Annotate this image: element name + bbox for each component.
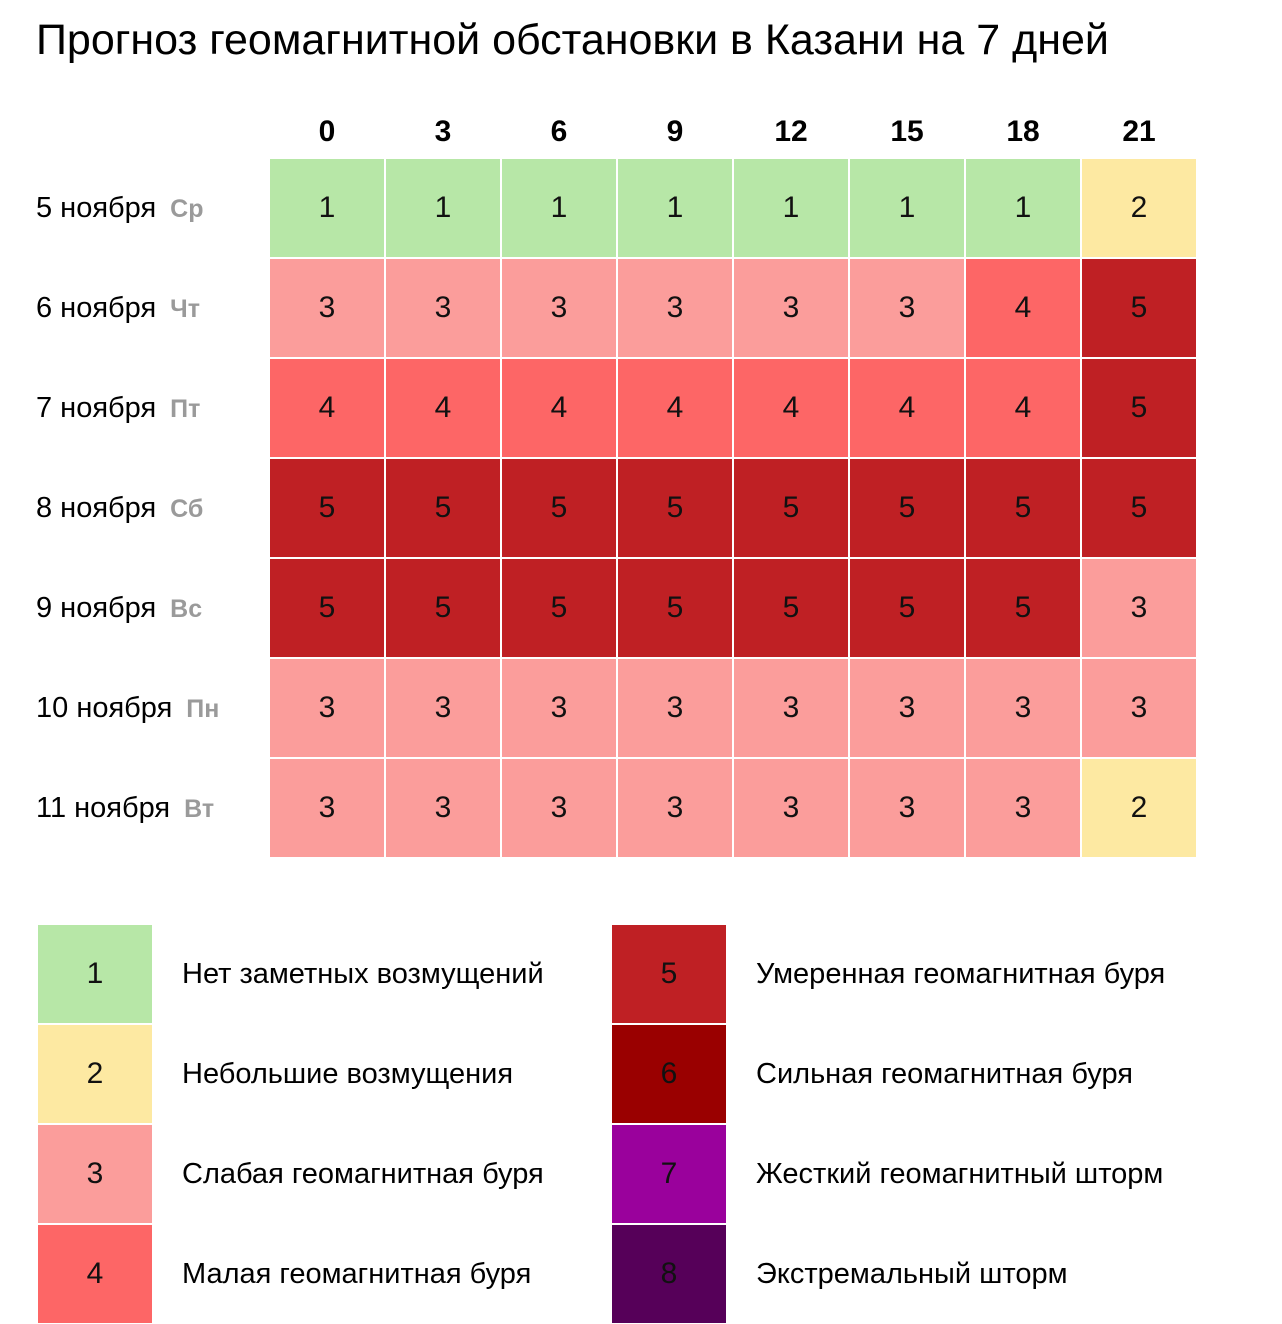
- heatmap-cell: 3: [850, 659, 964, 757]
- legend-label-5: Умеренная геомагнитная буря: [756, 958, 1166, 990]
- row-label: [36, 658, 219, 758]
- heatmap-cell: 5: [1082, 259, 1196, 357]
- heatmap-cell: 3: [502, 259, 616, 357]
- row-date: 9 ноября: [36, 592, 157, 624]
- heatmap-cell: 5: [1082, 359, 1196, 457]
- heatmap-cell: 1: [502, 159, 616, 257]
- row-weekday: Вт: [184, 795, 215, 823]
- heatmap-cell: 1: [966, 159, 1080, 257]
- legend-label-4: Малая геомагнитная буря: [182, 1258, 532, 1290]
- heatmap-cell: 3: [386, 259, 500, 357]
- heatmap-cell: 5: [386, 559, 500, 657]
- legend-label-3: Слабая геомагнитная буря: [182, 1158, 544, 1190]
- legend-swatch-5: 5: [612, 925, 726, 1023]
- heatmap-cell: 3: [502, 659, 616, 757]
- heatmap-cell: 5: [502, 559, 616, 657]
- row-weekday: Сб: [170, 495, 204, 523]
- row-weekday: Чт: [170, 295, 200, 323]
- heatmap-cell: 4: [270, 359, 384, 457]
- heatmap-cell: 3: [618, 259, 732, 357]
- heatmap-cell: 4: [734, 359, 848, 457]
- legend-swatch-6: 6: [612, 1025, 726, 1123]
- heatmap-cell: 1: [618, 159, 732, 257]
- legend-swatch-1: 1: [38, 925, 152, 1023]
- hour-label-12: 12: [774, 115, 808, 148]
- heatmap-cell: 2: [1082, 759, 1196, 857]
- heatmap-cell: 3: [386, 759, 500, 857]
- legend-swatch-3: 3: [38, 1125, 152, 1223]
- hour-label-3: 3: [434, 115, 452, 148]
- heatmap-cell: 1: [270, 159, 384, 257]
- row-label: [36, 258, 200, 358]
- heatmap-cell: 5: [618, 459, 732, 557]
- heatmap-cell: 4: [850, 359, 964, 457]
- row-weekday: Ср: [170, 195, 204, 223]
- heatmap-cell: 5: [502, 459, 616, 557]
- legend-swatch-7: 7: [612, 1125, 726, 1223]
- row-date: 10 ноября: [36, 692, 173, 724]
- row-date: 6 ноября: [36, 292, 157, 324]
- heatmap-cell: 3: [270, 759, 384, 857]
- chart-title: Прогноз геомагнитной обстановки в Казани на 7 дней: [36, 16, 1109, 64]
- legend-label-1: Нет заметных возмущений: [182, 958, 544, 990]
- heatmap-cell: 4: [386, 359, 500, 457]
- heatmap-cell: 3: [734, 759, 848, 857]
- legend-swatch-4: 4: [38, 1225, 152, 1323]
- row-date: 11 ноября: [36, 792, 171, 824]
- row-date: 7 ноября: [36, 392, 157, 424]
- heatmap-cell: 5: [850, 459, 964, 557]
- heatmap-cell: 4: [618, 359, 732, 457]
- row-label: [36, 158, 203, 258]
- heatmap-cell: 3: [1082, 659, 1196, 757]
- hour-label-21: 21: [1122, 115, 1156, 148]
- heatmap-cell: 5: [270, 459, 384, 557]
- heatmap-cell: 2: [1082, 159, 1196, 257]
- row-weekday: Вс: [170, 595, 203, 623]
- legend-swatch-2: 2: [38, 1025, 152, 1123]
- legend-label-7: Жесткий геомагнитный шторм: [756, 1158, 1164, 1190]
- hour-label-15: 15: [890, 115, 924, 148]
- heatmap-cell: 3: [502, 759, 616, 857]
- heatmap-cell: 5: [270, 559, 384, 657]
- row-weekday: Пн: [186, 695, 220, 723]
- heatmap-cell: 3: [618, 659, 732, 757]
- row-date: 5 ноября: [36, 192, 157, 224]
- heatmap-cell: 5: [386, 459, 500, 557]
- hour-label-18: 18: [1006, 115, 1040, 148]
- hour-label-0: 0: [318, 115, 336, 148]
- heatmap-cell: 3: [850, 259, 964, 357]
- heatmap-cell: 3: [966, 659, 1080, 757]
- heatmap-cell: 1: [850, 159, 964, 257]
- heatmap-cell: 3: [734, 259, 848, 357]
- heatmap-cell: 3: [966, 759, 1080, 857]
- heatmap-cell: 1: [386, 159, 500, 257]
- row-date: 8 ноября: [36, 492, 157, 524]
- heatmap-cell: 1: [734, 159, 848, 257]
- row-label: [36, 558, 202, 658]
- heatmap-cell: 3: [618, 759, 732, 857]
- heatmap-cell: 5: [618, 559, 732, 657]
- heatmap-cell: 4: [502, 359, 616, 457]
- heatmap-cell: 5: [850, 559, 964, 657]
- row-label: [36, 758, 214, 858]
- heatmap-cell: 3: [734, 659, 848, 757]
- heatmap-cell: 4: [966, 259, 1080, 357]
- heatmap-cell: 3: [270, 259, 384, 357]
- legend-swatch-8: 8: [612, 1225, 726, 1323]
- hour-label-9: 9: [666, 115, 684, 148]
- legend-label-6: Сильная геомагнитная буря: [756, 1058, 1133, 1090]
- heatmap-cell: 3: [270, 659, 384, 757]
- legend-label-2: Небольшие возмущения: [182, 1058, 514, 1090]
- row-weekday: Пт: [170, 395, 201, 423]
- heatmap-cell: 3: [1082, 559, 1196, 657]
- heatmap-cell: 5: [734, 459, 848, 557]
- heatmap-cell: 4: [966, 359, 1080, 457]
- heatmap-cell: 5: [966, 559, 1080, 657]
- heatmap-cell: 3: [850, 759, 964, 857]
- heatmap-cell: 5: [1082, 459, 1196, 557]
- heatmap-cell: 5: [966, 459, 1080, 557]
- legend-label-8: Экстремальный шторм: [756, 1258, 1068, 1290]
- heatmap-cell: 5: [734, 559, 848, 657]
- heatmap-cell: 3: [386, 659, 500, 757]
- row-label: [36, 458, 203, 558]
- hour-label-6: 6: [550, 115, 568, 148]
- row-label: [36, 358, 200, 458]
